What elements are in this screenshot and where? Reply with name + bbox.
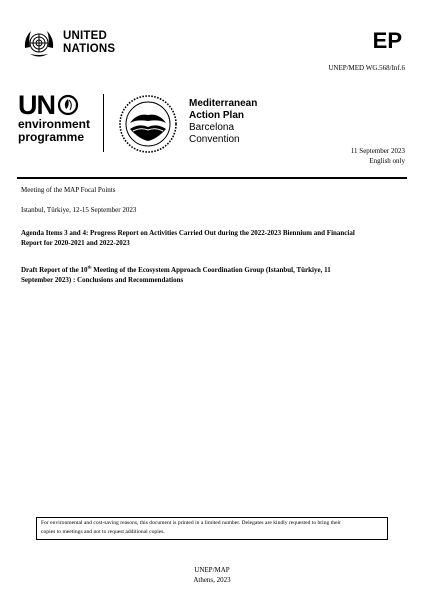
report-title — [21, 266, 331, 285]
notice-line1: For environmental and cost-saving reasons, this document is printed in a limited number. Delegates are kindly requested to bring their — [41, 520, 341, 526]
document-date: 11 September 2023 — [350, 147, 405, 155]
notice-line2: copies to meetings and not to request additional copies. — [41, 529, 165, 535]
meeting-title: Meeting of the MAP Focal Points — [21, 186, 116, 194]
map-wordmark — [189, 98, 257, 146]
map-line2: Action Plan — [189, 110, 245, 121]
language-note: English only — [369, 157, 405, 165]
report-line1-sup: th — [87, 264, 92, 270]
map-emblem-icon — [117, 93, 179, 155]
report-line1-post: Meeting of the Ecosystem Approach Coordination Group (Istanbul, Türkiye, 11 — [91, 266, 331, 274]
date-block — [351, 146, 405, 166]
report-line2: September 2023) : Conclusions and Recommendations — [21, 275, 184, 284]
unep-o-icon — [57, 94, 79, 116]
header-rule — [17, 177, 407, 179]
footer-place-year: Athens, 2023 — [193, 576, 231, 584]
un-name-line1: UNITED — [63, 30, 108, 42]
meeting-venue: Istanbul, Türkiye, 12-15 September 2023 — [21, 206, 137, 214]
footer-org: UNEP/MAP — [194, 566, 230, 574]
printing-notice — [36, 517, 388, 540]
map-line3: Barcelona — [189, 122, 235, 133]
agenda-line1: Agenda Items 3 and 4: Progress Report on Activities Carried Out during the 2022-2023 Biennium and Financial — [21, 229, 355, 237]
unep-logo — [18, 92, 90, 144]
unep-logo-line3: programme — [18, 130, 85, 144]
unep-logo-un: UN — [18, 90, 55, 120]
un-wordmark — [63, 30, 115, 56]
document-number: UNEP/MED WG.568/Inf.6 — [328, 64, 405, 72]
map-line4: Convention — [189, 134, 240, 145]
document-symbol: EP — [372, 28, 402, 53]
logo-divider — [103, 94, 104, 152]
un-emblem-icon — [22, 26, 56, 60]
map-line1: Mediterranean — [189, 98, 258, 109]
agenda-title — [21, 229, 355, 248]
un-name-line2: NATIONS — [63, 43, 116, 55]
unep-logo-line2: environment — [18, 117, 91, 131]
footer — [0, 565, 424, 585]
agenda-line2: Report for 2020-2021 and 2022-2023 — [21, 238, 130, 247]
report-line1-pre: Draft Report of the 10 — [21, 266, 88, 274]
